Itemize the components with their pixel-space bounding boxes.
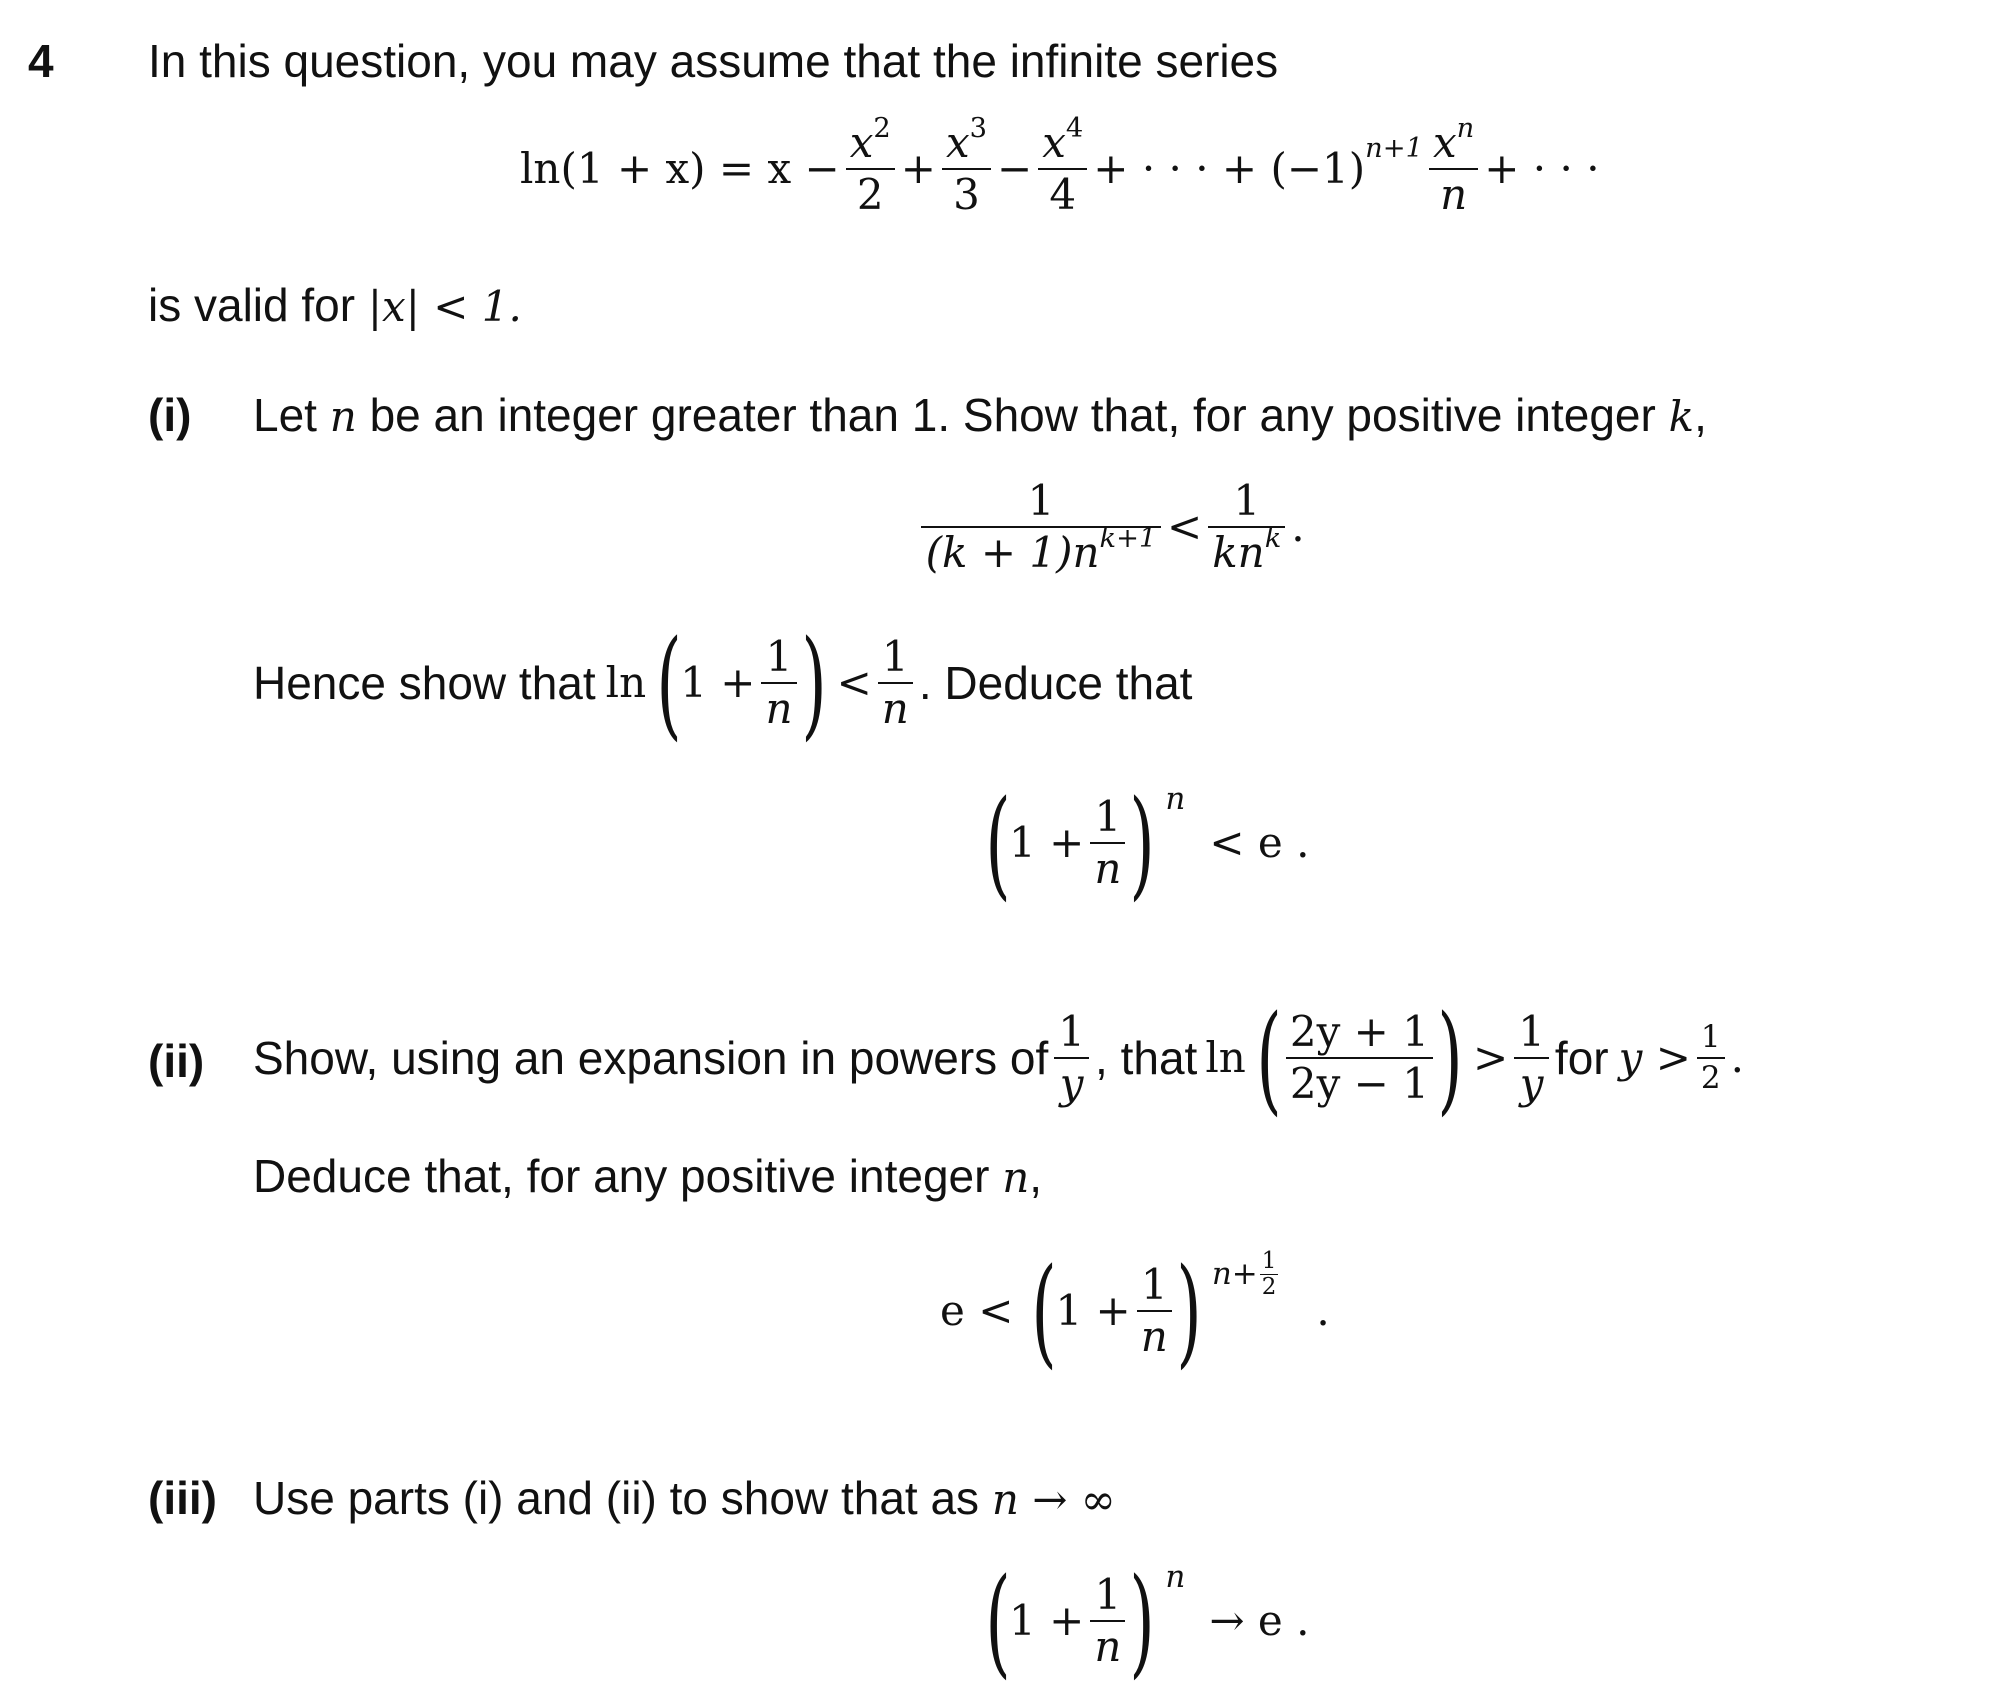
ii-arg-num: 2y + 1: [1289, 1007, 1429, 1057]
part-i-hence: [253, 614, 1193, 752]
ii-deduce-end: ,: [1029, 1150, 1043, 1202]
hence-paren-left: (: [656, 614, 682, 752]
part-i-label: (i): [148, 389, 192, 441]
t3-num: x: [945, 118, 970, 167]
part-iii-result: [975, 1552, 1310, 1690]
series-term-3: [942, 112, 991, 219]
result-i-paren-left: (: [985, 774, 1011, 912]
hence-den: n: [765, 684, 793, 734]
hence-num: 1: [765, 632, 793, 682]
ii-paren-right: ): [1437, 989, 1463, 1127]
t3-pow: 3: [969, 112, 988, 144]
series-term-n: [1429, 112, 1478, 219]
t2-pow: 2: [873, 112, 891, 144]
ineq-rhs: [1208, 476, 1285, 577]
result-ii-num: 1: [1140, 1260, 1168, 1310]
plus-sign: +: [900, 144, 936, 193]
ii-arg-den: 2y − 1: [1289, 1059, 1429, 1109]
part-ii-result: [940, 1242, 1330, 1380]
var-k: k: [1668, 392, 1695, 441]
result-ii-pow-frac: [1260, 1250, 1279, 1299]
result-iii-den: n: [1094, 1622, 1122, 1672]
iii-limit: n → ∞: [991, 1475, 1116, 1524]
part-i-text-b: be an integer greater than 1. Show that, for any positive integer: [369, 389, 1656, 441]
part-i-text: [253, 389, 1707, 441]
part-ii-deduce: [253, 1150, 1043, 1202]
part-iii-text: [253, 1472, 1116, 1524]
result-ii-pow: [1212, 1250, 1281, 1299]
hence-text: Hence show that: [253, 657, 596, 710]
part-i-inequality: [915, 476, 1305, 577]
ineq-rel: <: [1167, 502, 1203, 551]
result-iii-paren-right: ): [1129, 1552, 1156, 1690]
ineq-lhs: [921, 476, 1161, 577]
powers-frac: [1054, 1007, 1089, 1109]
hence-paren-right: ): [800, 614, 827, 752]
ii-rel: >: [1472, 1033, 1509, 1083]
ii-cond-den: 2: [1700, 1060, 1721, 1097]
result-iii-num: 1: [1094, 1570, 1122, 1620]
t2-num: x: [849, 118, 874, 167]
series-lhs: ln(1 + x) = x −: [520, 144, 840, 193]
validity-line: [148, 279, 522, 331]
valid-text: is valid for: [148, 279, 356, 331]
result-i-rhs: < e .: [1209, 818, 1310, 868]
result-ii-frac: [1137, 1260, 1172, 1362]
result-i-paren-right: ): [1129, 774, 1156, 912]
ineq-rhs-pow: k: [1264, 522, 1282, 554]
hence-frac: [761, 632, 796, 734]
ii-rhs-den: y: [1519, 1059, 1544, 1109]
ii-cond-var: y >: [1618, 1033, 1691, 1083]
series-dots: + · · · + (−1): [1093, 144, 1366, 193]
question-number: 4: [28, 35, 54, 87]
hence-rhs-den: n: [881, 684, 909, 734]
deduce-text: . Deduce that: [918, 657, 1193, 710]
t4-pow: 4: [1065, 112, 1084, 144]
ii-paren-left: (: [1256, 989, 1282, 1127]
result-ii-end: .: [1316, 1286, 1330, 1336]
ii-ln: ln: [1205, 1033, 1246, 1083]
result-ii-paren-right: ): [1176, 1242, 1202, 1380]
t2-den: 2: [856, 170, 884, 219]
valid-math: |x| < 1.: [367, 282, 522, 331]
series-equation: [520, 112, 1600, 219]
hence-ln: ln: [605, 658, 647, 708]
ineq-lhs-den: (k + 1)n: [925, 528, 1100, 577]
tn-pow: n: [1456, 112, 1475, 144]
ineq-lhs-num: 1: [1027, 476, 1055, 525]
result-i-inner: 1 +: [1009, 818, 1085, 868]
result-iii-pow: n: [1165, 1559, 1186, 1595]
result-i-num: 1: [1094, 792, 1122, 842]
result-ii-paren-left: (: [1031, 1242, 1058, 1380]
part-iii-label: (iii): [148, 1472, 217, 1524]
hence-rhs-num: 1: [881, 632, 909, 682]
part-i-text-a: Let: [253, 389, 317, 441]
ineq-rhs-num: 1: [1233, 476, 1261, 525]
ineq-lhs-pow: k+1: [1099, 522, 1157, 554]
minus-sign: −: [997, 144, 1033, 193]
result-iii-rhs: → e .: [1209, 1596, 1310, 1646]
result-i-pow: n: [1165, 781, 1186, 817]
tn-den: n: [1440, 170, 1468, 219]
powers-den: y: [1059, 1059, 1084, 1109]
ii-deduce-var: n: [1002, 1153, 1030, 1202]
result-i-den: n: [1094, 844, 1122, 894]
hence-rel: <: [836, 658, 872, 708]
result-iii-paren-left: (: [985, 1552, 1011, 1690]
result-ii-lhs: e <: [940, 1286, 1014, 1336]
series-tail: + · · ·: [1484, 144, 1600, 193]
part-ii-text: [253, 989, 1744, 1127]
var-n: n: [329, 392, 357, 441]
iii-text: Use parts (i) and (ii) to show that as: [253, 1472, 980, 1524]
ineq-end: .: [1291, 502, 1305, 551]
ii-cond-num: 1: [1700, 1019, 1721, 1056]
ii-rhs-frac: [1514, 1007, 1549, 1109]
series-term-4: [1038, 112, 1087, 219]
ineq-rhs-den: kn: [1212, 528, 1265, 577]
hence-inner: 1 +: [680, 658, 756, 708]
result-iii-inner: 1 +: [1009, 1596, 1085, 1646]
tn-num: x: [1432, 118, 1457, 167]
ii-cond-frac: [1697, 1019, 1725, 1097]
part-i-text-c: ,: [1694, 389, 1707, 441]
ii-rhs-num: 1: [1518, 1007, 1545, 1057]
result-iii-frac: [1090, 1570, 1125, 1672]
powers-num: 1: [1058, 1007, 1086, 1057]
result-i-frac: [1090, 792, 1125, 894]
result-ii-den: n: [1140, 1312, 1168, 1362]
t3-den: 3: [953, 170, 980, 219]
result-ii-pow-den: 2: [1261, 1274, 1277, 1300]
t4-den: 4: [1049, 170, 1077, 219]
part-ii-label: (ii): [148, 1035, 205, 1087]
sign-pow: n+1: [1365, 132, 1423, 164]
part-ii-text-a: Show, using an expansion in powers of: [253, 1032, 1049, 1085]
series-term-2: [846, 112, 895, 219]
ii-cond-end: .: [1730, 1033, 1744, 1083]
part-i-result: [975, 774, 1310, 912]
hence-rhs: [878, 632, 913, 734]
result-ii-pow-a: n+: [1211, 1256, 1258, 1292]
ii-deduce-text: Deduce that, for any positive integer: [253, 1150, 990, 1202]
question-intro: In this question, you may assume that the infinite series: [148, 35, 1279, 87]
result-ii-pow-num: 1: [1261, 1248, 1277, 1274]
part-ii-text-b: , that: [1095, 1032, 1198, 1085]
result-ii-inner: 1 +: [1055, 1286, 1131, 1336]
ii-arg-frac: [1286, 1007, 1433, 1109]
ii-for-text: for: [1554, 1032, 1609, 1085]
t4-num: x: [1042, 118, 1066, 167]
